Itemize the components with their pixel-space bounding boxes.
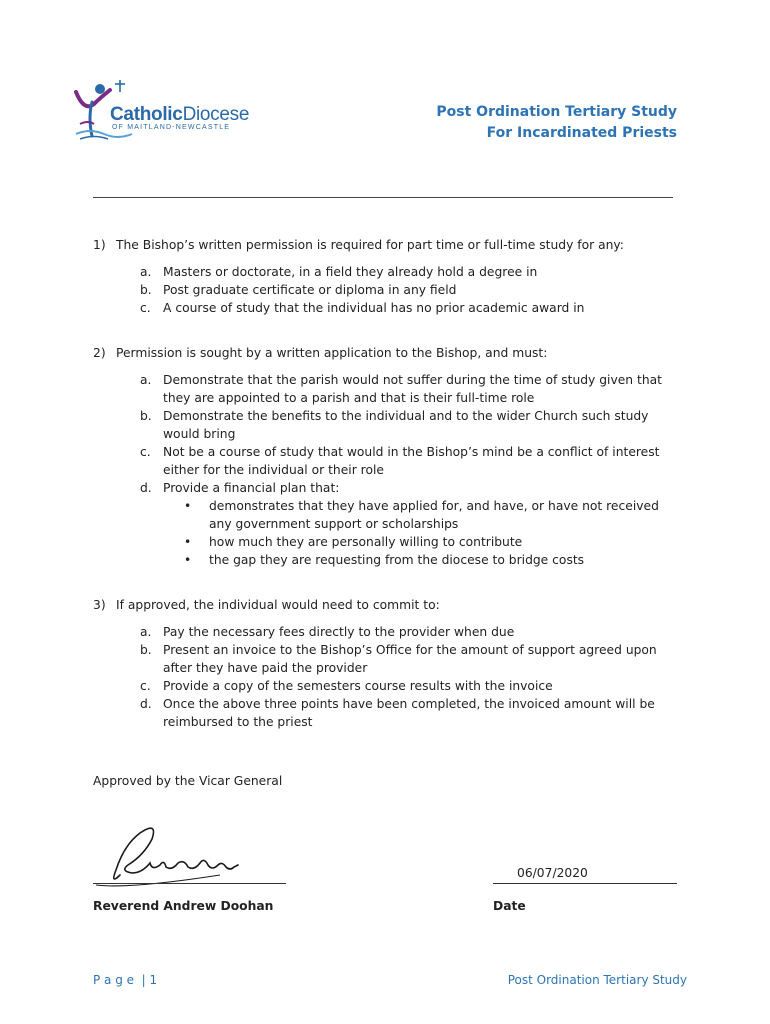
list-label: d. [140, 481, 152, 495]
section-number: 1) [93, 238, 106, 252]
list-item: Pay the necessary fees directly to the provider when due [163, 625, 515, 639]
list-item: Masters or doctorate, in a field they already hold a degree in [163, 265, 538, 279]
bullet-icon: • [184, 535, 192, 549]
bullet-item: demonstrates that they have applied for, and have, or have not received [209, 499, 659, 513]
header-divider [93, 197, 673, 198]
bullet-icon: • [184, 553, 192, 567]
signature-line [93, 883, 286, 884]
section-text: The Bishop’s written permission is required for part time or full-time study for any: [116, 238, 624, 252]
approved-by-label: Approved by the Vicar General [93, 774, 283, 788]
list-label: a. [140, 625, 152, 639]
list-item: Provide a financial plan that: [163, 481, 340, 495]
section-text: Permission is sought by a written application to the Bishop, and must: [116, 346, 548, 360]
list-item-continuation: either for the individual or their role [163, 463, 384, 477]
list-label: d. [140, 697, 152, 711]
list-label: b. [140, 283, 152, 297]
date-label: Date [493, 899, 526, 913]
list-label: c. [140, 445, 151, 459]
section-number: 2) [93, 346, 106, 360]
list-item: Not be a course of study that would in the Bishop’s mind be a conflict of interest [163, 445, 660, 459]
date-line [493, 883, 677, 884]
list-label: b. [140, 409, 152, 423]
list-item: Once the above three points have been completed, the invoiced amount will be [163, 697, 655, 711]
list-item: Present an invoice to the Bishop’s Office for the amount of support agreed upon [163, 643, 657, 657]
list-label: b. [140, 643, 152, 657]
logo-wordmark: CatholicDiocese [110, 104, 250, 125]
list-item-continuation: would bring [163, 427, 236, 441]
list-item: Demonstrate the benefits to the individual and to the wider Church such study [163, 409, 649, 423]
list-label: c. [140, 679, 151, 693]
bullet-item: how much they are personally willing to contribute [209, 535, 523, 549]
page-number: P a g e | 1 [93, 973, 158, 987]
list-item: Post graduate certificate or diploma in any field [163, 283, 457, 297]
bullet-item: the gap they are requesting from the diocese to bridge costs [209, 553, 585, 567]
footer-document-title: Post Ordination Tertiary Study [507, 973, 687, 987]
list-item-continuation: reimbursed to the priest [163, 715, 313, 729]
list-item: Demonstrate that the parish would not suffer during the time of study given that [163, 373, 662, 387]
list-item-continuation: they are appointed to a parish and that is their full-time role [163, 391, 535, 405]
list-item: Provide a copy of the semesters course results with the invoice [163, 679, 553, 693]
section-number: 3) [93, 598, 106, 612]
list-label: c. [140, 301, 151, 315]
bullet-icon: • [184, 499, 192, 513]
document-title-line1: Post Ordination Tertiary Study [436, 104, 677, 120]
logo-subtitle: OF MAITLAND-NEWCASTLE [112, 124, 231, 131]
section-text: If approved, the individual would need to commit to: [116, 598, 440, 612]
approval-date-value: 06/07/2020 [517, 866, 588, 880]
list-item-continuation: after they have paid the provider [163, 661, 368, 675]
signer-name: Reverend Andrew Doohan [93, 899, 274, 913]
document-title-line2: For Incardinated Priests [486, 125, 677, 141]
bullet-item-continuation: any government support or scholarships [209, 517, 459, 531]
list-label: a. [140, 265, 152, 279]
list-item: A course of study that the individual has no prior academic award in [163, 301, 585, 315]
list-label: a. [140, 373, 152, 387]
